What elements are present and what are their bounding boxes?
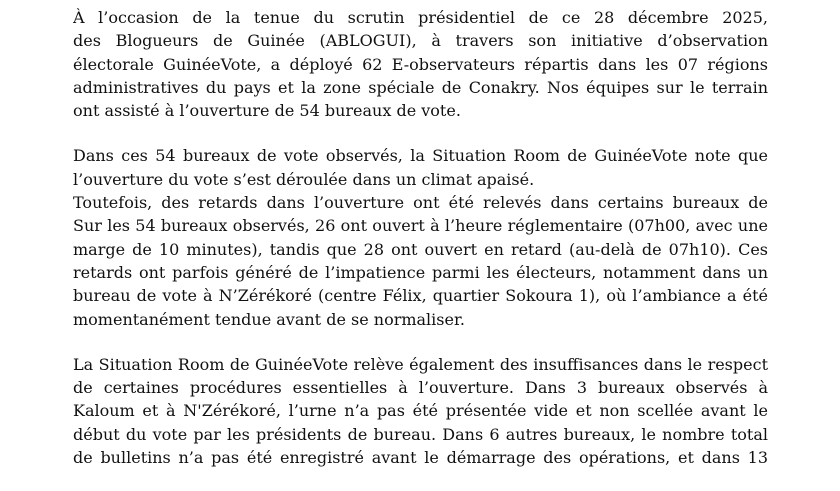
- paragraph-3: [73, 353, 768, 469]
- text-line: début du vote par les présidents de bureau. Dans 6 autres bureaux, le nombre total: [73, 424, 768, 444]
- paragraph-2: [73, 144, 768, 330]
- document-body: [73, 6, 768, 491]
- text-line: l’ouverture du vote s’est déroulée dans un climat apaisé.: [73, 169, 535, 189]
- text-line: marge de 10 minutes), tandis que 28 ont ouvert en retard (au-delà de 07h10). Ces: [73, 239, 768, 259]
- text-line: retards ont parfois généré de l’impatience parmi les électeurs, notamment dans un: [73, 262, 768, 282]
- paragraph-1: [73, 6, 768, 122]
- text-line: Kaloum et à N'Zérékoré, l’urne n’a pas été présentée vide et non scellée avant le: [73, 401, 768, 421]
- text-line: de bulletins n’a pas été enregistré avant le démarrage des opérations, et dans 13: [73, 448, 768, 468]
- text-line: À l’occasion de la tenue du scrutin présidentiel de ce 28 décembre 2025,: [73, 8, 768, 27]
- text-line: administratives du pays et la zone spéciale de Conakry. Nos équipes sur le terrain: [73, 77, 768, 97]
- text-line: de certaines procédures essentielles à l’ouverture. Dans 3 bureaux observés à: [73, 378, 768, 398]
- text-line: momentanément tendue avant de se normaliser.: [73, 309, 465, 329]
- text-line: La Situation Room de GuinéeVote relève également des insuffisances dans le respect: [73, 354, 768, 374]
- text-line: électorale GuinéeVote, a déployé 62 E-observateurs répartis dans les 07 régions: [73, 54, 768, 74]
- text-line: des Blogueurs de Guinée (ABLOGUI), à travers son initiative d’observation: [73, 31, 768, 51]
- text-line: bureau de vote à N’Zérékoré (centre Félix, quartier Sokoura 1), où l’ambiance a été: [73, 286, 768, 306]
- text-line: ont assisté à l’ouverture de 54 bureaux de vote.: [73, 101, 461, 121]
- text-line: Sur les 54 bureaux observés, 26 ont ouvert à l’heure réglementaire (07h00, avec une: [73, 216, 768, 236]
- text-line: Toutefois, des retards dans l’ouverture ont été relevés dans certains bureaux de: [73, 193, 768, 213]
- text-line: Dans ces 54 bureaux de vote observés, la Situation Room de GuinéeVote note que: [73, 146, 768, 166]
